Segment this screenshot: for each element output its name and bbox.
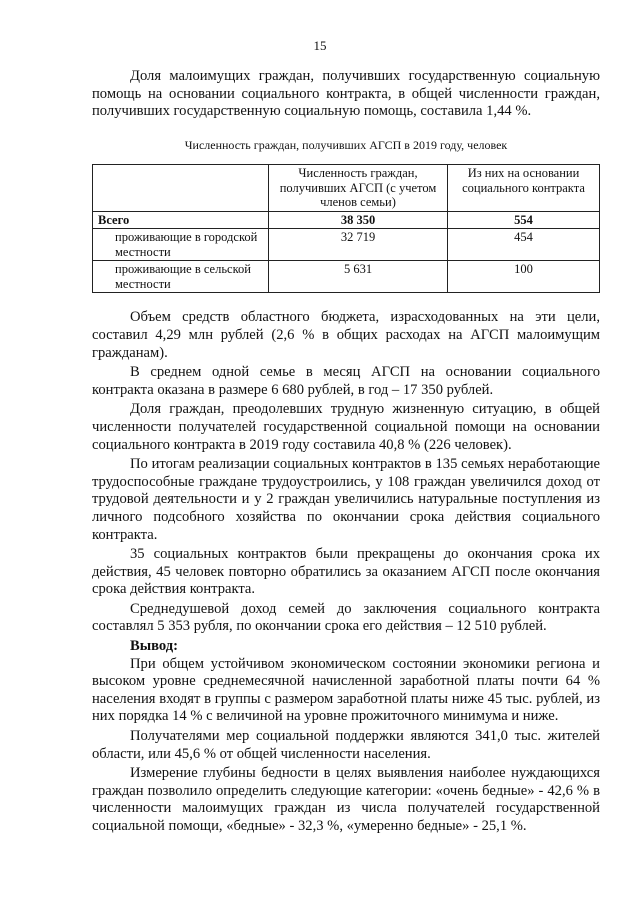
table-row [93, 229, 600, 261]
row-contract: 554 [448, 211, 600, 229]
row-contract: 454 [448, 229, 600, 261]
paragraph: В среднем одной семье в месяц АГСП на основании социального контракта оказана в размере 6 680 рублей, в год – 17 350 рублей. [92, 364, 600, 398]
table-row [93, 261, 600, 293]
page-number: 15 [313, 38, 327, 53]
row-contract: 100 [448, 261, 600, 293]
paragraph: По итогам реализации социальных контрактов в 135 семьях неработающие трудоспособные граждане трудоустроились, у 108 граждан увеличился доход от трудовой деятельности и у 2 граждан увеличились натуральные поступления из личного подсобного хозяйства по окончании срока действия социального контракта. [92, 456, 600, 543]
agsp-table [92, 164, 600, 293]
paragraph: Доля граждан, преодолевших трудную жизненную ситуацию, в общей численности получателей государственной социальной помощи на основании социального контракта в 2019 году составила 40,8 % (226 человек). [92, 401, 600, 453]
table-header-row [93, 165, 600, 212]
row-label: проживающие в городской местности [93, 229, 269, 261]
row-label: Всего [93, 211, 269, 229]
table-header-cell [93, 165, 269, 212]
row-label: проживающие в сельской местности [93, 261, 269, 293]
paragraph: Объем средств областного бюджета, израсходованных на эти цели, составил 4,29 млн рублей (2,6 % в общих расходах на АГСП малоимущим гражданам). [92, 309, 600, 361]
conclusion-paragraph: При общем устойчивом экономическом состоянии экономики региона и высоком уровне среднемесячной начисленной заработной платы почти 64 % населения входят в группы с размером заработной платы ниже 45 тыс. рублей, из них порядка 14 % с величиной на уровне прожиточного минимума и ниже. [92, 655, 600, 725]
conclusion-paragraph: Получателями мер социальной поддержки являются 341,0 тыс. жителей области, или 45,6 % от общей численности населения. [92, 728, 600, 762]
paragraph: 35 социальных контрактов были прекращены до окончания срока их действия, 45 человек повторно обратились за оказанием АГСП после окончания срока действия контракта. [92, 546, 600, 598]
document-body [92, 68, 600, 838]
paragraph: Среднедушевой доход семей до заключения социального контракта составлял 5 353 рубля, по окончании срока его действия – 12 510 рублей. [92, 600, 600, 635]
table-caption: Численность граждан, получивших АГСП в 2019 году, человек [184, 137, 508, 152]
table-row [93, 211, 600, 229]
row-total: 32 719 [269, 229, 448, 261]
conclusion-heading: Вывод: [130, 638, 179, 655]
conclusion-paragraph: Измерение глубины бедности в целях выявления наиболее нуждающихся граждан позволило определить следующие категории: «очень бедные» - 42,6 % в численности малоимущих граждан из числа получателей государственной социальной помощи, «бедные» - 32,3 %, «умеренно бедные» - 25,1 %. [92, 765, 600, 834]
row-total: 5 631 [269, 261, 448, 293]
row-total: 38 350 [269, 211, 448, 229]
table-header-cell: Численность граждан, получивших АГСП (с учетом членов семьи) [269, 165, 448, 212]
intro-paragraph: Доля малоимущих граждан, получивших государственную социальную помощь на основании социального контракта, в общей численности граждан, получивших государственную социальную помощь, составила 1,44 %. [92, 68, 600, 120]
table-header-cell: Из них на основании социального контракта [448, 165, 600, 212]
